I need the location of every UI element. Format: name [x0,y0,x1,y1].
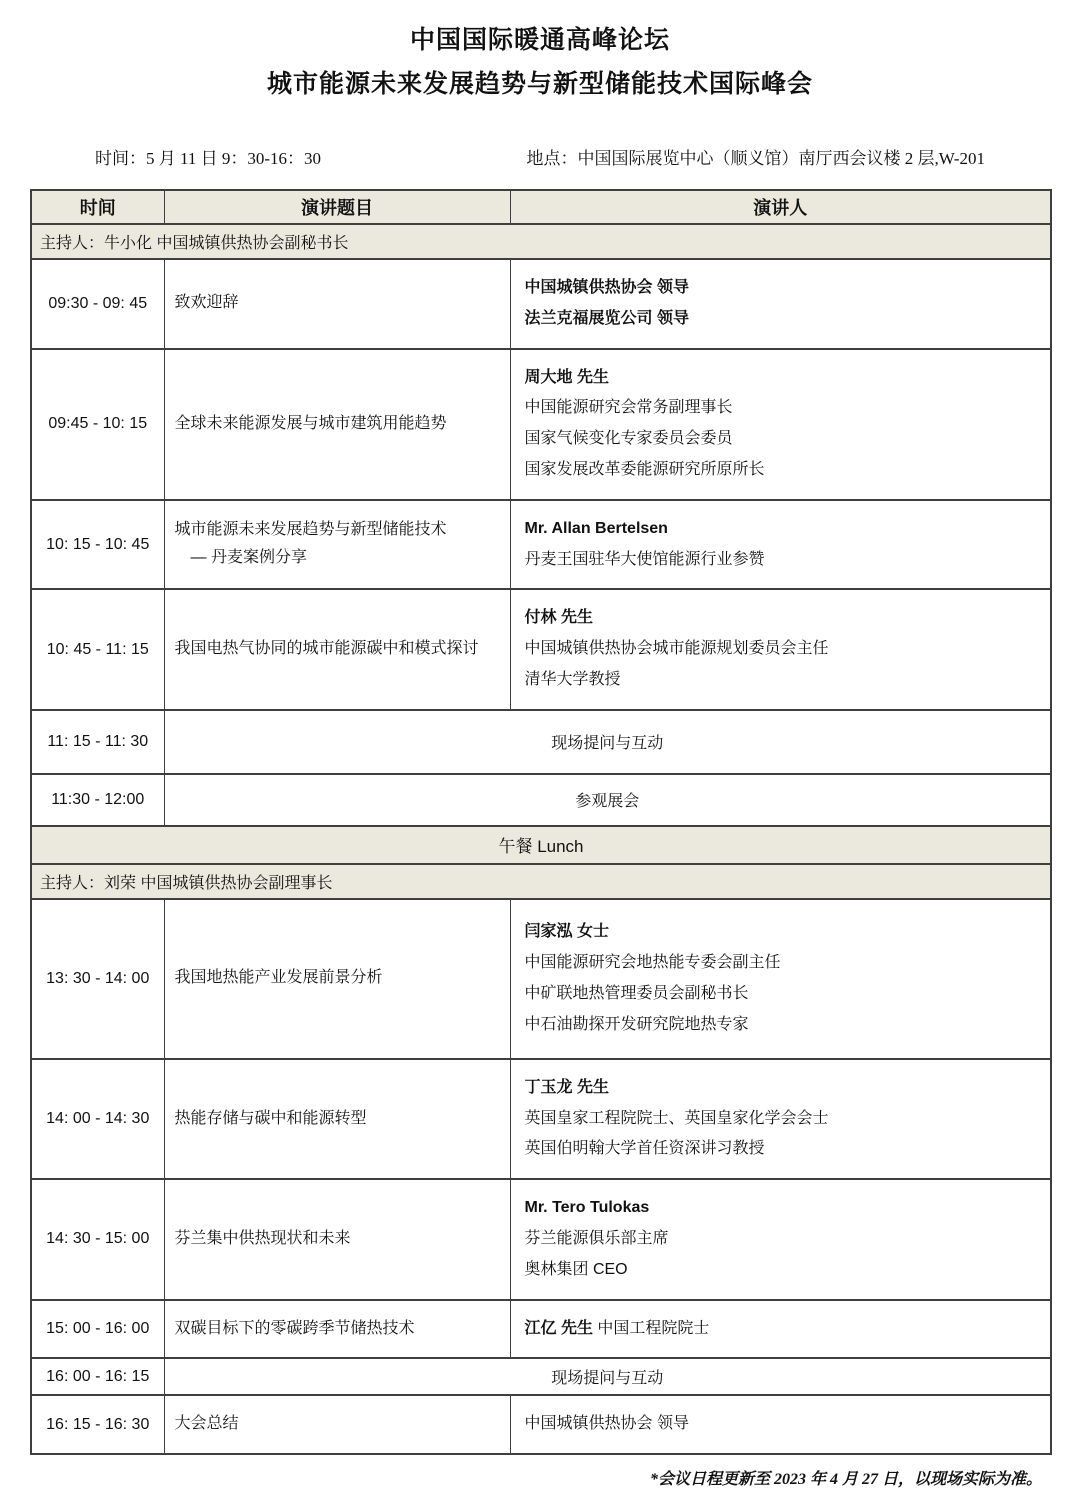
session-activity: 现场提问与互动 [164,1358,1051,1395]
speaker-line: Mr. Tero Tulokas [524,1199,650,1217]
session-time: 16: 15 - 16: 30 [31,1395,164,1454]
session-time: 09:30 - 09: 45 [31,259,164,349]
session-speaker [510,500,1051,590]
speaker-line: Mr. Allan Bertelsen [524,519,668,537]
speaker-line: 芬兰能源俱乐部主席 [524,1229,669,1247]
speaker-line: 清华大学教授 [524,670,621,688]
header-row [31,190,1051,224]
speaker-line: 国家气候变化专家委员会委员 [524,430,733,448]
column-header-speaker: 演讲人 [510,190,1051,224]
session-title [164,1059,510,1179]
speaker-line: 中国能源研究会地热能专委会副主任 [524,953,781,971]
agenda-table [30,189,1052,1455]
update-footnote: *会议日程更新至 2023 年 4 月 27 日，以现场实际为准。 [649,1471,1042,1489]
event-meta [95,144,985,169]
session-time: 10: 15 - 10: 45 [31,500,164,590]
session-speaker [510,1059,1051,1179]
session-time: 09:45 - 10: 15 [31,349,164,500]
table-row [31,349,1051,500]
table-row [31,1300,1051,1359]
session-speaker [510,589,1051,709]
table-row [31,1059,1051,1179]
speaker-line: 周大地 先生 [524,368,609,386]
session-time: 16: 00 - 16: 15 [31,1358,164,1395]
event-location: 地点：中国国际展览中心（顺义馆）南厅西会议楼 2 层,W-201 [526,149,985,168]
speaker-line: 丁玉龙 先生 [524,1078,609,1096]
session-title-line: 全球未来能源发展与城市建筑用能趋势 [174,414,447,432]
session-title-line: 芬兰集中供热现状和未来 [174,1229,351,1247]
session-activity: 现场提问与互动 [164,710,1051,774]
session-title [164,1300,510,1359]
speaker-line: 中国城镇供热协会城市能源规划委员会主任 [524,640,829,658]
agenda-table-header [31,190,1051,224]
session-title-line: 大会总结 [174,1415,239,1433]
session-title [164,1179,510,1299]
session-title [164,500,510,590]
page-subtitle: 城市能源未来发展趋势与新型储能技术国际峰会 [266,70,813,98]
session-title-line: 城市能源未来发展趋势与新型储能技术 [174,521,447,539]
table-row [31,589,1051,709]
table-row [31,1179,1051,1299]
session-speaker [510,899,1051,1059]
speaker-line: 英国伯明翰大学首任资深讲习教授 [524,1140,765,1158]
session-speaker [510,1395,1051,1454]
speaker-line: 奥林集团 CEO [524,1260,628,1278]
moderator-row: 主持人：刘荣 中国城镇供热协会副理事长 [31,864,1051,899]
session-speaker [510,1300,1051,1359]
session-time: 15: 00 - 16: 00 [31,1300,164,1359]
session-title-line: 致欢迎辞 [174,294,239,312]
table-row [31,774,1051,826]
speaker-line: 英国皇家工程院院士、英国皇家化学会会士 [524,1109,829,1127]
speaker-line: 付林 先生 [524,609,593,627]
session-title [164,589,510,709]
speaker-line: 法兰克福展览公司 领导 [524,309,689,327]
speaker-line: 丹麦王国驻华大使馆能源行业参赞 [524,550,765,568]
session-title [164,259,510,349]
session-title [164,1395,510,1454]
session-speaker [510,259,1051,349]
session-title-line: 我国电热气协同的城市能源碳中和模式探讨 [174,640,479,658]
session-title-line: 热能存储与碳中和能源转型 [174,1109,367,1127]
session-speaker [510,1179,1051,1299]
session-time: 11: 15 - 11: 30 [31,710,164,774]
table-row [31,1395,1051,1454]
page-title: 中国国际暖通高峰论坛 [409,26,670,54]
agenda-table-body [31,224,1051,1454]
speaker-line: 中国能源研究会常务副理事长 [524,399,733,417]
session-title-line: — 丹麦案例分享 [174,549,307,567]
column-header-time: 时间 [31,190,164,224]
table-row [31,224,1051,259]
table-row [31,864,1051,899]
speaker-line: 江亿 先生 中国工程院院士 [524,1319,710,1337]
column-header-topic: 演讲题目 [164,190,510,224]
speaker-line: 中国城镇供热协会 领导 [524,1415,689,1433]
lunch-banner: 午餐 Lunch [31,826,1051,864]
speaker-line: 中国城镇供热协会 领导 [524,279,689,296]
session-title-line: 双碳目标下的零碳跨季节储热技术 [174,1319,415,1337]
session-time: 10: 45 - 11: 15 [31,589,164,709]
table-row [31,1358,1051,1395]
session-activity: 参观展会 [164,774,1051,826]
session-title [164,349,510,500]
table-row [31,259,1051,349]
speaker-line: 国家发展改革委能源研究所原所长 [524,460,765,478]
speaker-line: 中矿联地热管理委员会副秘书长 [524,984,749,1002]
table-row [31,500,1051,590]
speaker-line: 闫家泓 女士 [524,923,609,941]
speaker-line: 中石油勘探开发研究院地热专家 [524,1015,749,1033]
session-speaker [510,349,1051,500]
table-row [31,826,1051,864]
session-time: 14: 00 - 14: 30 [31,1059,164,1179]
table-row [31,710,1051,774]
session-title [164,899,510,1059]
table-row [31,899,1051,1059]
session-title-line: 我国地热能产业发展前景分析 [174,969,383,987]
moderator-row: 主持人：牛小化 中国城镇供热协会副秘书长 [31,224,1051,259]
session-time: 11:30 - 12:00 [31,774,164,826]
session-time: 13: 30 - 14: 00 [31,899,164,1059]
session-time: 14: 30 - 15: 00 [31,1179,164,1299]
event-time: 时间：5 月 11 日 9：30-16：30 [95,149,322,168]
page-header [0,28,1080,97]
